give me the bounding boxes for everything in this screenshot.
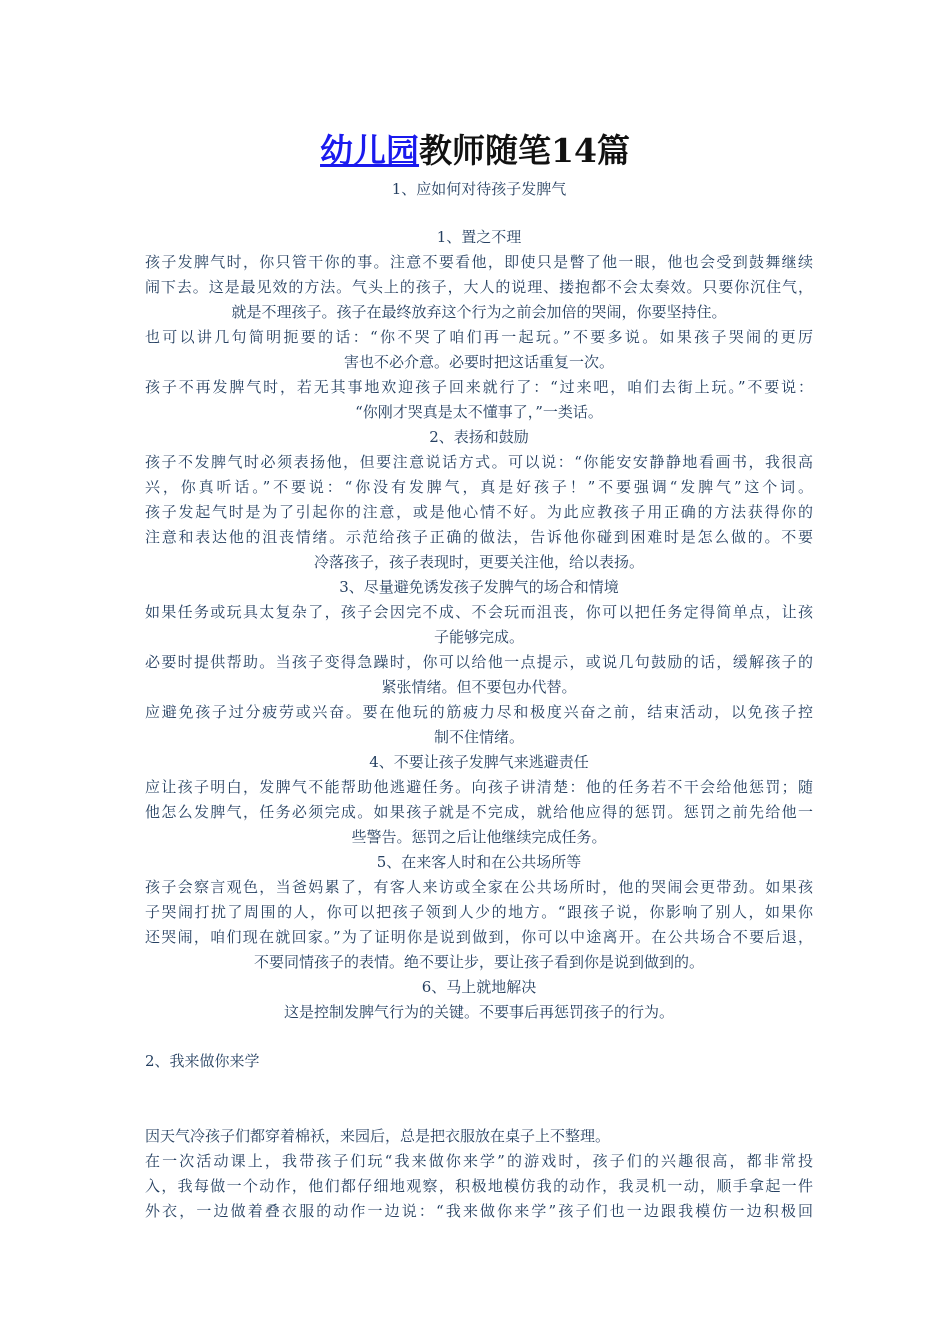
text-line: 子哭闹打扰了周围的人，你可以把孩子领到人少的地方。“跟孩子说，你影响了别人，如果你 [145,903,813,921]
text-line: 应避免孩子过分疲劳或兴奋。要在他玩的筋疲力尽和极度兴奋之前，结束活动，以免孩子控 [145,703,813,721]
text-line: 3、尽量避免诱发孩子发脾气的场合和情境 [339,578,619,596]
text-line: 如果任务或玩具太复杂了，孩子会因完不成、不会玩而沮丧，你可以把任务定得简单点，让孩 [145,603,813,621]
text-line: 孩子不发脾气时必须表扬他，但要注意说话方式。可以说：“你能安安静静地看画书，我很高 [145,453,813,471]
text-line: 还哭闹，咱们现在就回家。”为了证明你是说到做到，你可以中途离开。在公共场合不要后退， [145,928,813,946]
text-line: 4、不要让孩子发脾气来逃避责任 [369,753,589,771]
text-line: 1、应如何对待孩子发脾气 [391,180,567,198]
text-line: 2、我来做你来学 [145,1052,260,1070]
text-line: 制不住情绪。 [433,728,524,746]
text-line: 就是不理孩子。孩子在最终放弃这个行为之前会加倍的哭闹，你要坚持住。 [231,303,727,321]
text-line: 1、置之不理 [436,228,522,246]
text-line: 在一次活动课上，我带孩子们玩“我来做你来学”的游戏时，孩子们的兴趣很高，都非常投 [145,1152,813,1170]
text-line: “你刚才哭真是太不懂事了，”一类话。 [355,403,603,421]
text-line: 外衣，一边做着叠衣服的动作一边说：“我来做你来学”孩子们也一边跟我模仿一边积极回 [145,1202,813,1220]
text-line: 2、表扬和鼓励 [429,428,529,446]
text-line: 孩子发脾气时，你只管干你的事。注意不要看他，即使只是瞥了他一眼，他也会受到鼓舞继续 [145,253,813,271]
text-line: 孩子发起气时是为了引起你的注意，或是他心情不好。为此应教孩子用正确的方法获得你的 [145,503,813,521]
text-line: 闹下去。这是最见效的方法。气头上的孩子，大人的说理、搂抱都不会太奏效。只要你沉住气， [145,278,813,296]
text-line: 因天气冷孩子们都穿着棉袄，来园后，总是把衣服放在桌子上不整理。 [145,1127,611,1145]
text-line: 注意和表达他的沮丧情绪。示范给孩子正确的做法，告诉他你碰到困难时是怎么做的。不要 [145,528,813,546]
text-line: 害也不必介意。必要时把这话重复一次。 [343,353,614,371]
text-line: 孩子不再发脾气时，若无其事地欢迎孩子回来就行了：“过来吧，咱们去街上玩。”不要说： [145,378,813,396]
title-text: 教师随笔14篇 [419,131,630,170]
text-line: 兴，你真听话。”不要说：“你没有发脾气，真是好孩子！”不要强调“发脾气”这个词。 [145,478,813,496]
title-link[interactable]: 幼儿园 [320,131,420,170]
text-line: 入，我每做一个动作，他们都仔细地观察，积极地模仿我的动作，我灵机一动，顺手拿起一件 [145,1177,813,1195]
document-title [0,126,950,176]
text-line: 冷落孩子，孩子表现时，更要关注他，给以表扬。 [313,553,644,571]
text-line: 不要同情孩子的表情。绝不要让步，要让孩子看到你是说到做到的。 [253,953,704,971]
text-line: 紧张情绪。但不要包办代替。 [381,678,577,696]
text-line: 子能够完成。 [433,628,524,646]
text-line: 应让孩子明白，发脾气不能帮助他逃避任务。向孩子讲清楚：他的任务若不干会给他惩罚；随 [145,778,813,796]
text-line: 必要时提供帮助。当孩子变得急躁时，你可以给他一点提示，或说几句鼓励的话，缓解孩子的 [145,653,813,671]
text-line: 5、在来客人时和在公共场所等 [376,853,582,871]
text-line: 6、马上就地解决 [421,978,537,996]
text-line: 这是控制发脾气行为的关键。不要事后再惩罚孩子的行为。 [283,1003,674,1021]
text-line: 些警告。惩罚之后让他继续完成任务。 [351,828,607,846]
text-line: 也可以讲几句简明扼要的话：“你不哭了咱们再一起玩。”不要多说。如果孩子哭闹的更厉 [145,328,813,346]
text-line: 孩子会察言观色，当爸妈累了，有客人来访或全家在公共场所时，他的哭闹会更带劲。如果孩 [145,878,813,896]
text-line: 他怎么发脾气，任务必须完成。如果孩子就是不完成，就给他应得的惩罚。惩罚之前先给他一 [145,803,813,821]
